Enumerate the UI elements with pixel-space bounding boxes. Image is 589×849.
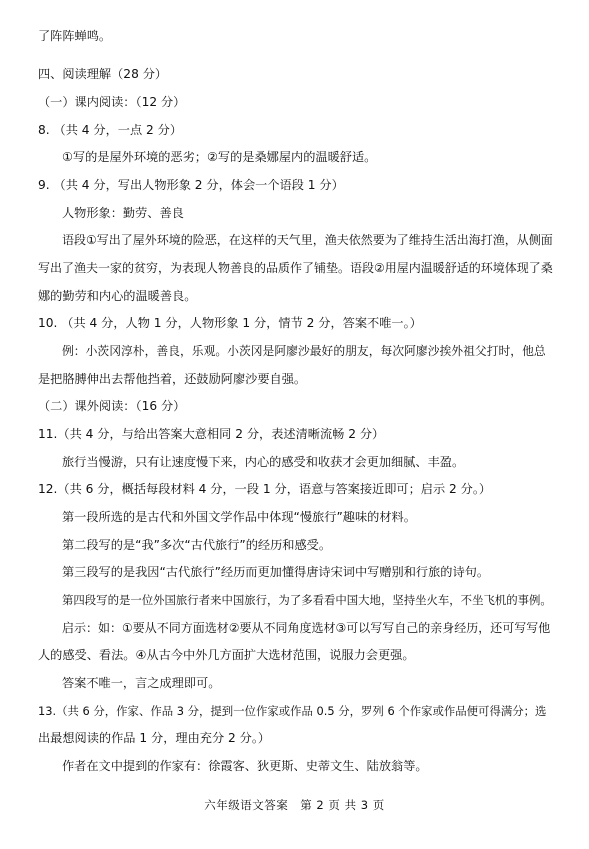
- answer-line: 人的感受、看法。④从古今中外几方面扩大选材范围，说服力会更强。: [38, 648, 415, 662]
- answer-line: ①写的是屋外环境的恶劣；②写的是桑娜屋内的温暖舒适。: [62, 150, 377, 164]
- question-header: 11.（共 4 分，与给出答案大意相同 2 分，表述清晰流畅 2 分）: [38, 427, 385, 441]
- subsection-heading: （一）课内阅读：（12 分）: [38, 95, 186, 109]
- answer-line: 娜的勤劳和内心的温暖善良。: [38, 289, 197, 303]
- answer-line: 旅行当慢游，只有让速度慢下来，内心的感受和收获才会更加细腻、丰盈。: [62, 455, 465, 469]
- answer-line: 第三段写的是我因“古代旅行”经历而更加懂得唐诗宋词中写赠别和行旅的诗句。: [62, 565, 490, 579]
- answer-line: 例：小茨冈淳朴，善良，乐观。小茨冈是阿廖沙最好的朋友，每次阿廖沙挨外祖父打时，他总: [62, 344, 546, 358]
- answer-line: 启示：如：①要从不同方面选材②要从不同角度选材③可以写写自己的亲身经历，还可写写他: [62, 621, 551, 635]
- section-heading: 四、阅读理解（28 分）: [38, 67, 168, 81]
- answer-line: 人物形象：勤劳、善良: [62, 206, 184, 220]
- question-header: 13.（共 6 分，作家、作品 3 分，提到一位作家或作品 0.5 分，罗列 6 个作家或作品便可得满分；选: [38, 704, 547, 718]
- answer-line: 作者在文中提到的作家有：徐霞客、狄更斯、史蒂文生、陆放翁等。: [62, 759, 428, 773]
- question-header: 12.（共 6 分，概括每段材料 4 分，一段 1 分，语意与答案接近即可；启示 2 分。）: [38, 482, 492, 496]
- page-footer: 六年级语文答案 第 2 页 共 3 页: [204, 798, 385, 812]
- text-line: 了阵阵蝉鸣。: [38, 29, 112, 43]
- question-header: 10. （共 4 分，人物 1 分，人物形象 1 分，情节 2 分，答案不唯一。）: [38, 316, 422, 330]
- answer-line: 第一段所选的是古代和外国文学作品中体现“慢旅行”趣味的材料。: [62, 510, 416, 524]
- answer-line: 是把胳膊伸出去帮他挡着，还鼓励阿廖沙要自强。: [38, 372, 307, 386]
- question-header: 9. （共 4 分，写出人物形象 2 分，体会一个语段 1 分）: [38, 178, 344, 192]
- answer-line: 语段①写出了屋外环境的险恶，在这样的天气里，渔夫依然要为了维持生活出海打渔，从侧面: [62, 233, 553, 247]
- answer-line: 第四段写的是一位外国旅行者来中国旅行，为了多看看中国大地，坚持坐火车，不坐飞机的事例。: [62, 593, 552, 607]
- answer-line: 答案不唯一，言之成理即可。: [62, 676, 221, 690]
- subsection-heading: （二）课外阅读：（16 分）: [38, 399, 186, 413]
- question-header: 8. （共 4 分，一点 2 分）: [38, 123, 183, 137]
- question-header: 出最想阅读的作品 1 分，理由充分 2 分。）: [38, 731, 271, 745]
- answer-line: 写出了渔夫一家的贫穷，为表现人物善良的品质作了铺垫。语段②用屋内温暖舒适的环境体现了桑: [38, 261, 553, 275]
- answer-line: 第二段写的是“我”多次“古代旅行”的经历和感受。: [62, 538, 332, 552]
